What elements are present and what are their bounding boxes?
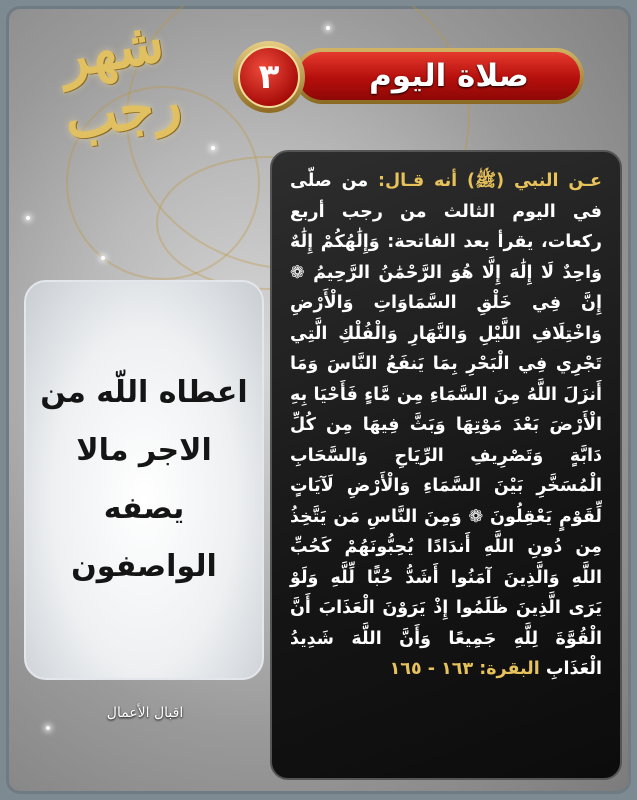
sparkle bbox=[326, 26, 330, 30]
sparkle bbox=[101, 256, 105, 260]
day-number: ٣ bbox=[238, 46, 300, 108]
sparkle bbox=[211, 146, 215, 150]
source-label: اقبال الأعمال bbox=[106, 705, 184, 721]
sparkle bbox=[26, 216, 30, 220]
reward-text: اعطاه اللّه من الاجر مالا يصفه الواصفون bbox=[40, 375, 248, 584]
quran-reference: البقرة: ١٦٣ - ١٦٥ bbox=[389, 659, 540, 679]
hadith-intro: عـن النبي (ﷺ) أنه قـال: bbox=[377, 171, 602, 191]
title-banner bbox=[294, 48, 584, 104]
sparkle bbox=[46, 726, 50, 730]
hadith-text: من صلّى في اليوم الثالث من رجب أربع ركعات، يقرأ بعد الفاتحة: وَإِلَٰهُكُمْ إِلَٰهٌ وَاحِدٌ لَا إِلَٰهَ إِلَّا هُوَ الرَّحْمَٰنُ الرَّحِيمُ ❁ إِنَّ فِي خَلْقِ السَّمَاوَاتِ وَالْأَرْضِ وَاخْتِلَافِ اللَّيْلِ وَالنَّهَارِ وَالْفُلْكِ الَّتِي تَجْرِي فِي الْبَحْرِ بِمَا يَنفَعُ النَّاسَ وَمَا أَنزَلَ اللَّهُ مِنَ السَّمَاءِ مِن مَّاءٍ فَأَحْيَا بِهِ الْأَرْضَ بَعْدَ مَوْتِهَا وَبَثَّ فِيهَا مِن كُلِّ دَابَّةٍ وَتَصْرِيفِ الرِّيَاحِ وَالسَّحَابِ الْمُسَخَّرِ بَيْنَ السَّمَاءِ وَالْأَرْضِ لَآيَاتٍ لِّقَوْمٍ يَعْقِلُونَ ❁ وَمِنَ النَّاسِ مَن يَتَّخِذُ مِن دُونِ اللَّهِ أَندَادًا يُحِبُّونَهُمْ كَحُبِّ اللَّهِ وَالَّذِينَ آمَنُوا أَشَدُّ حُبًّا لِّلَّهِ وَلَوْ يَرَى الَّذِينَ ظَلَمُوا إِذْ يَرَوْنَ الْعَذَابَ أَنَّ الْقُوَّةَ لِلَّهِ جَمِيعًا وَأَنَّ اللَّهَ شَدِيدُ الْعَذَابِ bbox=[290, 171, 602, 679]
rajab-logo: شهر رجب bbox=[54, 8, 186, 154]
hadith-text-block bbox=[290, 166, 602, 685]
day-badge bbox=[233, 41, 305, 113]
page-title: صلاة اليوم bbox=[369, 58, 529, 94]
reward-panel bbox=[24, 280, 264, 680]
hadith-panel bbox=[270, 150, 622, 780]
